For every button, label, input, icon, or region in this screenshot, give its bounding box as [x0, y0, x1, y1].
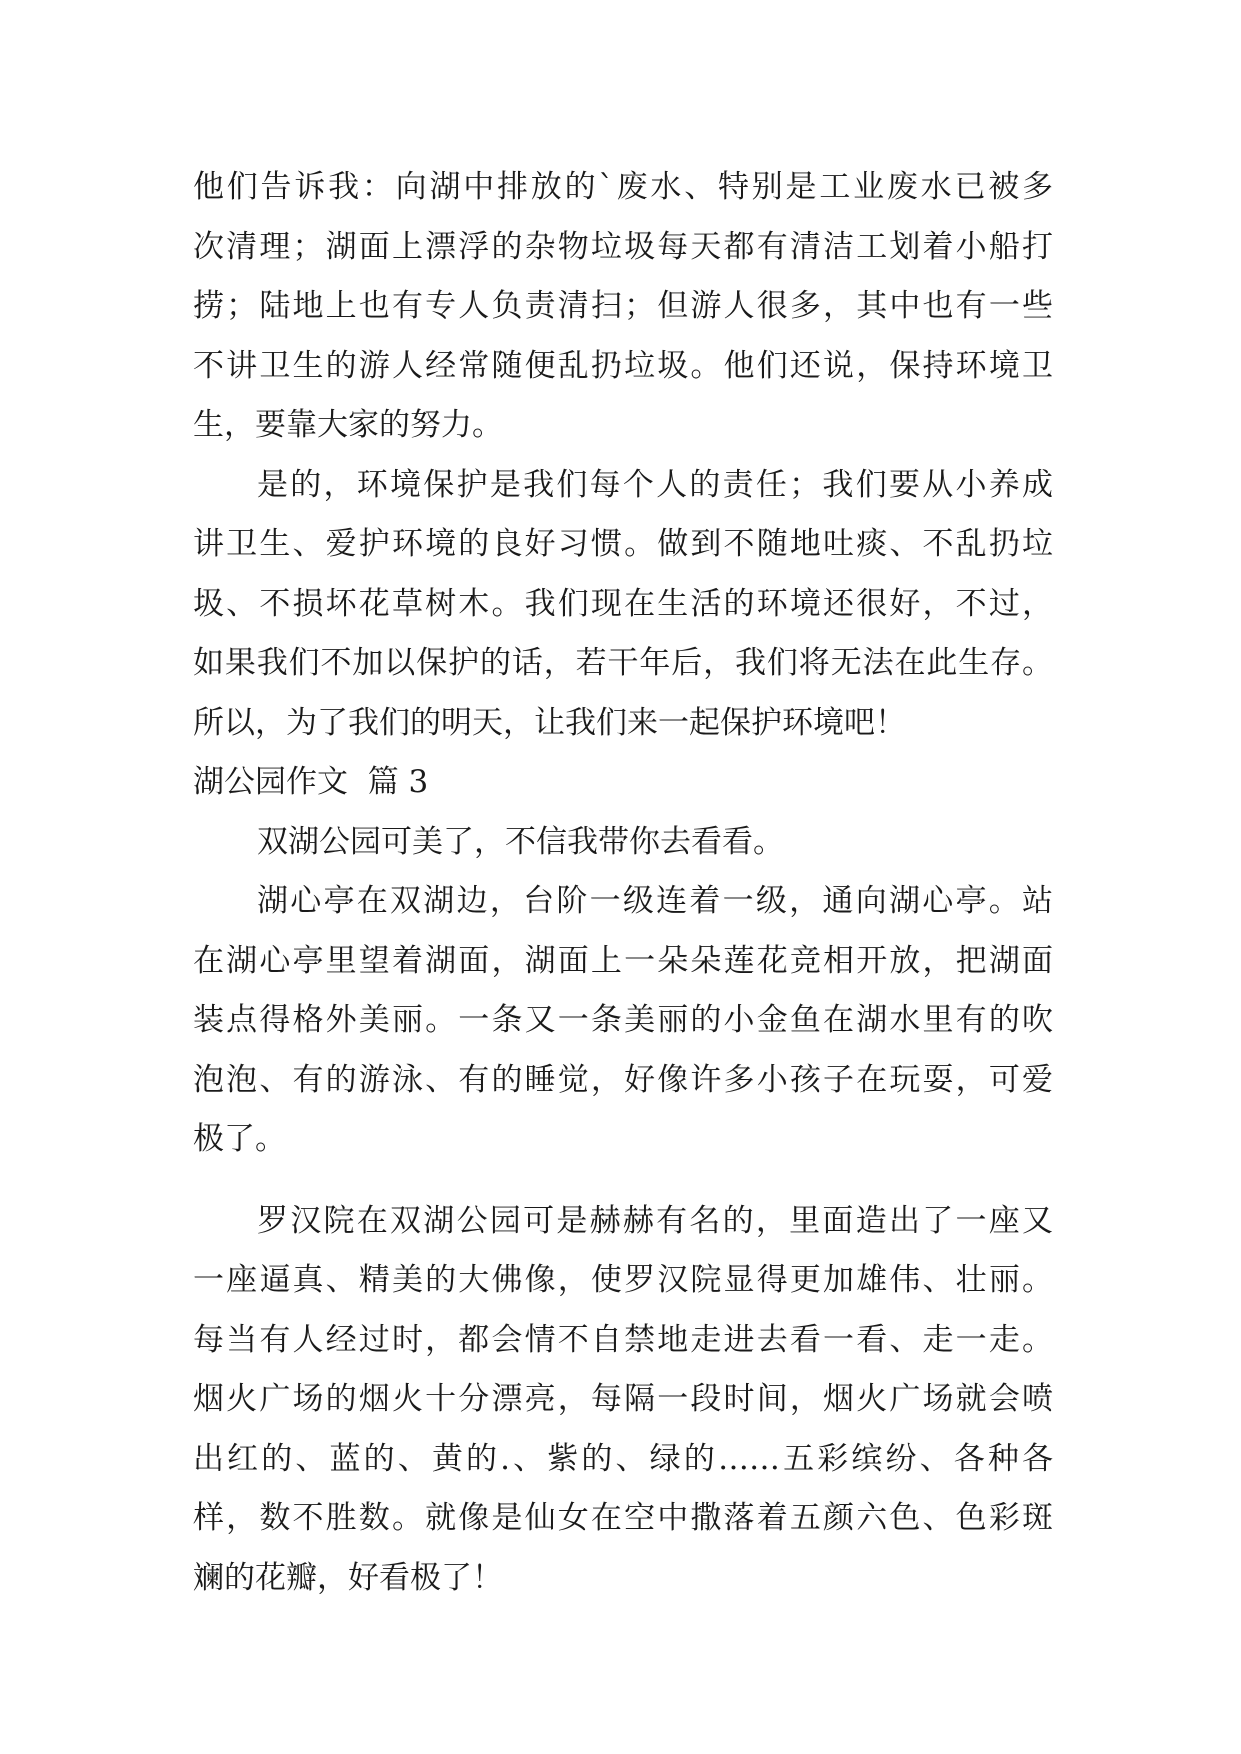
- text-line: 出红的、蓝的、黄的.、紫的、绿的……五彩缤纷、各种各: [193, 1440, 1053, 1477]
- text-line: 捞；陆地上也有专人负责清扫；但游人很多，其中也有一些: [193, 288, 1053, 324]
- text-line: 罗汉院在双湖公园可是赫赫有名的，里面造出了一座又: [257, 1202, 1053, 1239]
- section-heading: 湖公园作文 篇 3: [193, 764, 429, 800]
- paragraph: [193, 872, 1053, 1170]
- text-line: 双湖公园可美了，不信我带你去看看。: [257, 823, 784, 860]
- text-line: 他们告诉我：向湖中排放的`废水、特别是工业废水已被多: [193, 169, 1053, 205]
- text-line: 圾、不损坏花草树木。我们现在生活的环境还很好，不过，: [193, 585, 1053, 622]
- text-line: 湖心亭在双湖边，台阶一级连着一级，通向湖心亭。站: [257, 883, 1053, 919]
- document-body: [193, 158, 1053, 1608]
- paragraph-gap: [193, 1170, 1053, 1192]
- text-line: 泡泡、有的游泳、有的睡觉，好像许多小孩子在玩耍，可爱: [193, 1061, 1053, 1098]
- text-line: 斓的花瓣，好看极了！: [193, 1559, 503, 1596]
- text-line: 如果我们不加以保护的话，若干年后，我们将无法在此生存。: [193, 645, 1053, 681]
- text-line: 在湖心亭里望着湖面，湖面上一朵朵莲花竞相开放，把湖面: [193, 942, 1053, 979]
- text-line: 一座逼真、精美的大佛像，使罗汉院显得更加雄伟、壮丽。: [193, 1262, 1053, 1298]
- text-line: 不讲卫生的游人经常随便乱扔垃圾。他们还说，保持环境卫: [193, 347, 1053, 384]
- text-line: 生，要靠大家的努力。: [193, 407, 503, 443]
- text-line: 装点得格外美丽。一条又一条美丽的小金鱼在湖水里有的吹: [193, 1002, 1053, 1038]
- text-line: 烟火广场的烟火十分漂亮，每隔一段时间，烟火广场就会喷: [193, 1381, 1053, 1417]
- paragraph: [193, 456, 1053, 754]
- text-line: 所以，为了我们的明天，让我们来一起保护环境吧！: [193, 704, 906, 741]
- text-line: 讲卫生、爱护环境的良好习惯。做到不随地吐痰、不乱扔垃: [193, 526, 1053, 562]
- paragraph: [193, 158, 1053, 456]
- text-line: 极了。: [193, 1121, 286, 1157]
- text-line: 是的，环境保护是我们每个人的责任；我们要从小养成: [257, 466, 1053, 503]
- text-line: 每当有人经过时，都会情不自禁地走进去看一看、走一走。: [193, 1321, 1053, 1358]
- paragraph: [193, 1192, 1053, 1609]
- text-line: 样，数不胜数。就像是仙女在空中撒落着五颜六色、色彩斑: [193, 1500, 1053, 1536]
- paragraph: [193, 813, 1053, 873]
- text-line: 次清理；湖面上漂浮的杂物垃圾每天都有清洁工划着小船打: [193, 228, 1053, 265]
